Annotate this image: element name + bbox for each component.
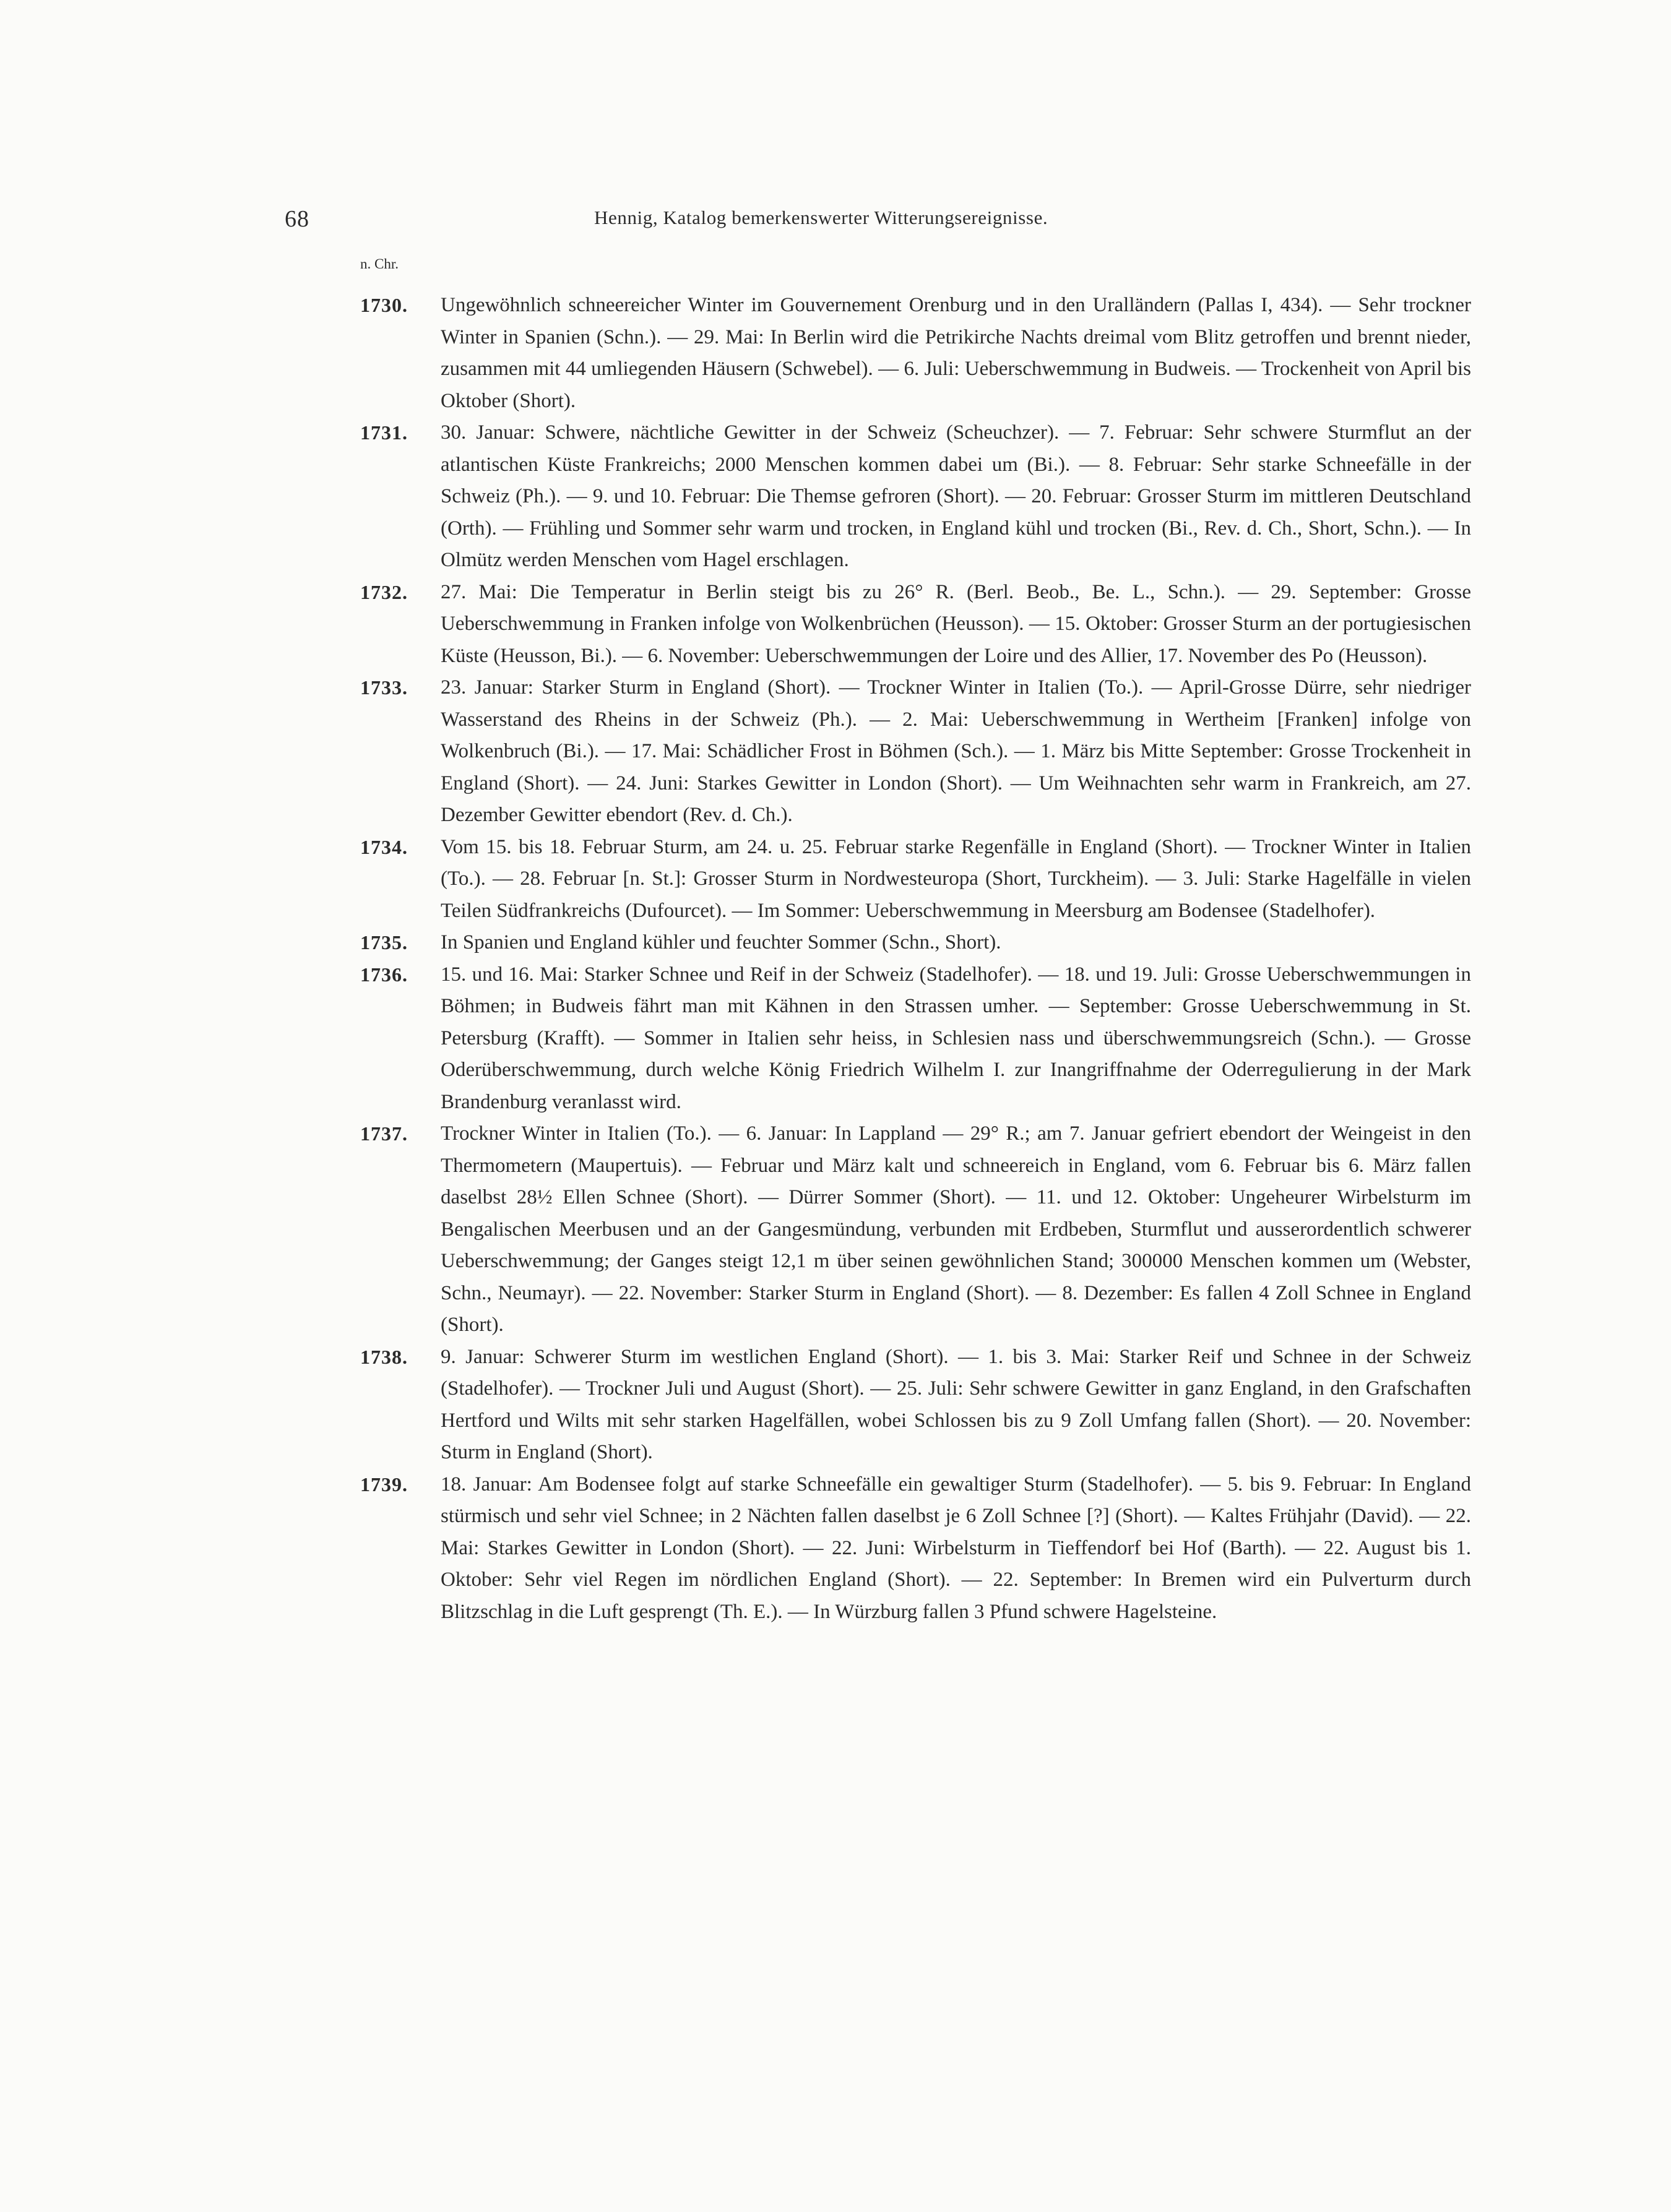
entry-1731 — [360, 417, 1471, 577]
entry-text: Trockner Winter in Italien (To.). — 6. Januar: In Lappland — 29° R.; am 7. Januar gefriert ebendort der Weingeist in den Thermometern (Maupertuis). — Februar und März kalt und schneereich in England, vom 6. Februar bis 6. März fallen daselbst 28½ Ellen Schnee (Short). — Dürrer Sommer (Short). — 11. und 12. Oktober: Ungeheurer Wirbelsturm im Bengalischen Meerbusen und an der Gangesmündung, verbunden mit Erdbeben, Sturmflut und ausserordentlich schwerer Ueberschwemmung; der Ganges steigt 12,1 m über seinen gewöhnlichen Stand; 300000 Menschen kommen um (Webster, Schn., Neumayr). — 22. November: Starker Sturm in England (Short). — 8. Dezember: Es fallen 4 Zoll Schnee in England (Short). — [441, 1122, 1471, 1336]
entry-year: 1736. — [360, 963, 408, 986]
entry-text: 15. und 16. Mai: Starker Schnee und Reif in der Schweiz (Stadelhofer). — 18. und 19. Juli: Grosse Ueberschwemmungen in Böhmen; in Budweis fährt man mit Kähnen in den Strassen umher. — September: Grosse Ueberschwemmung in St. Petersburg (Krafft). — Sommer in Italien sehr heiss, in Schlesien nass und überschwemmungsreich (Schn.). — Grosse Oderüberschwemmung, durch welche König Friedrich Wilhelm I. zur Inangriffnahme der Oderregulierung in der Mark Brandenburg veranlasst wird. — [441, 963, 1471, 1113]
entry-1735 — [360, 927, 1471, 959]
entry-1732 — [360, 577, 1471, 673]
entry-1734 — [360, 832, 1471, 927]
era-label: n. Chr. — [360, 256, 399, 272]
entry-year: 1735. — [360, 931, 408, 953]
entry-text: Ungewöhnlich schneereicher Winter im Gouvernement Orenburg und in den Uralländern (Pallas I, 434). — Sehr trockner Winter in Spanien (Schn.). — 29. Mai: In Berlin wird die Petrikirche Nachts dreimal vom Blitz getroffen und brennt nieder, zusammen mit 44 umliegenden Häusern (Schwebel). — 6. Juli: Ueberschwemmung in Budweis. — Trockenheit von April bis Oktober (Short). — [441, 294, 1471, 412]
entry-year: 1730. — [360, 294, 408, 316]
entry-1730 — [360, 290, 1471, 417]
entry-text: Vom 15. bis 18. Februar Sturm, am 24. u. 25. Februar starke Regenfälle in England (Short). — Trockner Winter in Italien (To.). — 28. Februar [n. St.]: Grosser Sturm in Nordwesteuropa (Short, Turckheim). — 3. Juli: Starke Hagelfälle in vielen Teilen Südfrankreichs (Dufourcet). — Im Sommer: Ueberschwemmung in Meersburg am Bodensee (Stadelhofer). — [441, 835, 1471, 922]
entry-1733 — [360, 672, 1471, 832]
entry-year: 1731. — [360, 421, 408, 444]
entry-text: 30. Januar: Schwere, nächtliche Gewitter in der Schweiz (Scheuchzer). — 7. Februar: Sehr schwere Sturmflut an der atlantischen Küste Frankreichs; 2000 Menschen kommen dabei um (Bi.). — 8. Februar: Sehr starke Schneefälle in der Schweiz (Ph.). — 9. und 10. Februar: Die Themse gefroren (Short). — 20. Februar: Grosser Sturm im mittleren Deutschland (Orth). — Frühling und Sommer sehr warm und trocken, in England kühl und trocken (Bi., Rev. d. Ch., Short, Schn.). — In Olmütz werden Menschen vom Hagel erschlagen. — [441, 421, 1471, 571]
entry-1738 — [360, 1341, 1471, 1469]
entry-1739 — [360, 1469, 1471, 1629]
entry-text: 23. Januar: Starker Sturm in England (Short). — Trockner Winter in Italien (To.). — April-Grosse Dürre, sehr niedriger Wasserstand des Rheins in der Schweiz (Ph.). — 2. Mai: Ueberschwemmung in Wertheim [Franken] infolge von Wolkenbruch (Bi.). — 17. Mai: Schädlicher Frost in Böhmen (Sch.). — 1. März bis Mitte September: Grosse Trockenheit in England (Short). — 24. Juni: Starkes Gewitter in London (Short). — Um Weihnachten sehr warm in Frankreich, am 27. Dezember Gewitter ebendort (Rev. d. Ch.). — [441, 676, 1471, 826]
entry-year: 1739. — [360, 1473, 408, 1495]
entry-year: 1734. — [360, 835, 408, 858]
entry-text: 27. Mai: Die Temperatur in Berlin steigt bis zu 26° R. (Berl. Beob., Be. L., Schn.). — 29. September: Grosse Ueberschwemmung in Franken infolge von Wolkenbrüchen (Heusson). — 15. Oktober: Grosser Sturm an der portugiesischen Küste (Heusson, Bi.). — 6. November: Ueberschwemmungen der Loire und des Allier, 17. November des Po (Heusson). — [441, 580, 1471, 667]
entry-year: 1737. — [360, 1122, 408, 1145]
entry-1736 — [360, 959, 1471, 1119]
entry-1737 — [360, 1118, 1471, 1341]
running-title: Hennig, Katalog bemerkenswerter Witterungsereignisse. — [594, 207, 1048, 228]
page-number: 68 — [285, 206, 309, 232]
entry-text: 18. Januar: Am Bodensee folgt auf starke Schneefälle ein gewaltiger Sturm (Stadelhofer). — 5. bis 9. Februar: In England stürmisch und sehr viel Schnee; in 2 Nächten fallen daselbst je 6 Zoll Schnee [?] (Short). — Kaltes Frühjahr (David). — 22. Mai: Starkes Gewitter in London (Short). — 22. Juni: Wirbelsturm in Tieffendorf bei Hof (Barth). — 22. August bis 1. Oktober: Sehr viel Regen im nördlichen England (Short). — 22. September: In Bremen wird ein Pulverturm durch Blitzschlag in die Luft gesprengt (Th. E.). — In Würzburg fallen 3 Pfund schwere Hagelsteine. — [441, 1473, 1471, 1623]
entry-text: In Spanien und England kühler und feuchter Sommer (Schn., Short). — [441, 931, 1001, 953]
entries-list — [360, 290, 1471, 1628]
entry-year: 1733. — [360, 676, 408, 699]
entry-text: 9. Januar: Schwerer Sturm im westlichen England (Short). — 1. bis 3. Mai: Starker Reif und Schnee in der Schweiz (Stadelhofer). — Trockner Juli und August (Short). — 25. Juli: Sehr schwere Gewitter in ganz England, in den Grafschaften Hertford und Wilts mit sehr starken Hagelfällen, wobei Schlossen bis zu 9 Zoll Umfang fallen (Short). — 20. November: Sturm in England (Short). — [441, 1345, 1471, 1463]
entry-year: 1738. — [360, 1345, 408, 1368]
entry-year: 1732. — [360, 580, 408, 603]
